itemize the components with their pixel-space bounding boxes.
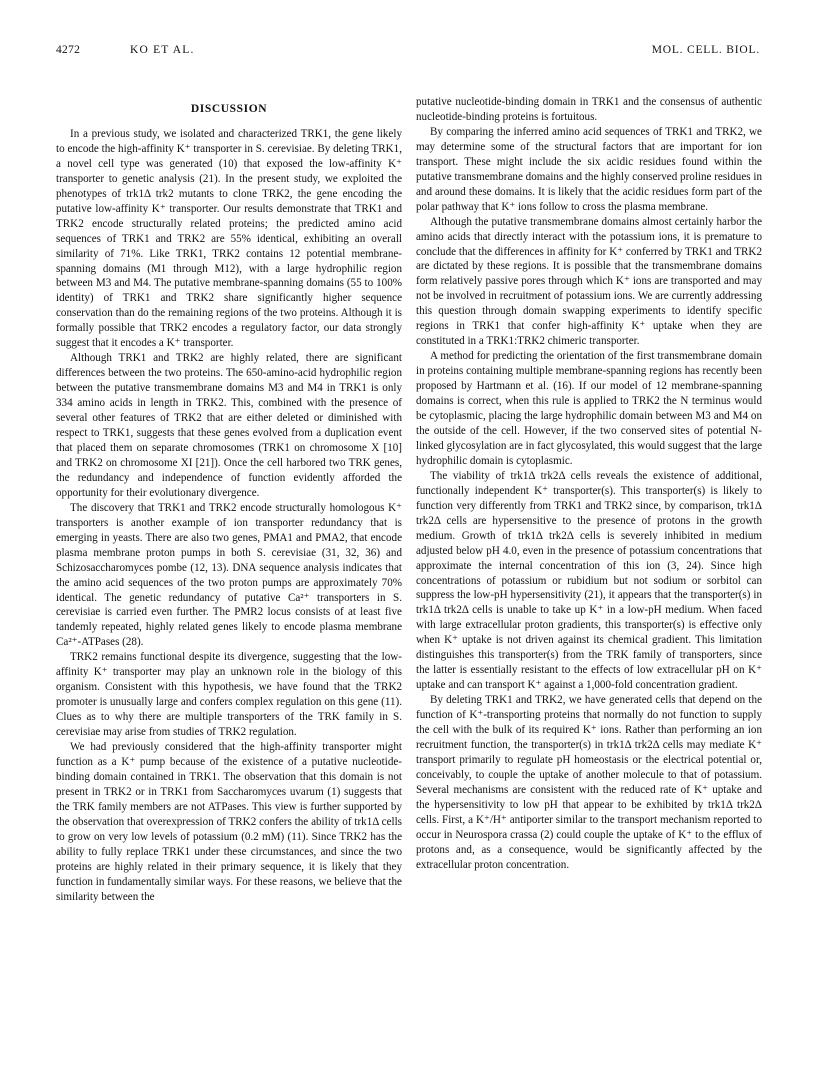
paragraph: We had previously considered that the high-affinity transporter might function as a K⁺ pump because of the existence of a putative nucleotide-binding domain contained in TRK1. The observation that this domain is not present in TRK2 or in TRK1 from Saccharomyces uvarum (1) suggests that the TRK family members are not ATPases. This view is further supported by the observation that overexpression of TRK2 confers the ability of trk1Δ cells to grow on very low levels of potassium (0.2 mM) (11). Since TRK2 has the ability to fully replace TRK1 under these circumstances, and since the two proteins are highly related in their primary sequence, it is likely that they function in fundamentally similar ways. For these reasons, we believe that the similarity between the [56, 741, 402, 903]
paragraph: Although TRK1 and TRK2 are highly related, there are significant differences between the two proteins. The 650-amino-acid hydrophilic region between the putative transmembrane domains M3 and M4 in TRK1 is only 334 amino acids in length in TRK2. This, combined with the presence of several other features of TRK2 that are either deleted or diminished with respect to TRK1, suggests that these genes evolved from a duplication event that placed them on separate chromosomes (TRK1 on chromosome X [10] and TRK2 on chromosome XI [21]). Once the cell harbored two TRK genes, the redundancy and independence of function evidently afforded the opportunity for their evolutionary divergence. [56, 352, 402, 499]
paragraph: Although the putative transmembrane domains almost certainly harbor the amino acids that directly interact with the potassium ions, it is premature to conclude that the differences in affinity for K⁺ conferred by TRK1 and TRK2 are dictated by these regions. It is possible that the transmembrane domains form relatively passive pores through which K⁺ ions are transported and may not be involved in recruitment of potassium ions. We are currently addressing this question through domain swapping experiments to identify specific regions in TRK1 that confer high-affinity K⁺ uptake when they are constituted in a TRK1:TRK2 chimeric transporter. [416, 215, 762, 348]
paragraph: A method for predicting the orientation of the first transmembrane domain in proteins containing multiple membrane-spanning regions has recently been proposed by Hartmann et al. (16). If our model of 12 membrane-spanning domains is correct, when this rule is applied to TRK2 the N terminus would be cytoplasmic, placing the large hydrophilic domain between M3 and M4 on the outside of the cell. However, if the two conserved sites of potential N-linked glycosylation are in fact glycosylated, this would suggest that the large hydrophilic domain is cytoplasmic. [416, 350, 762, 467]
section-title: DISCUSSION [190, 103, 268, 115]
paragraph: The discovery that TRK1 and TRK2 encode structurally homologous K⁺ transporters is another example of ion transporter redundancy that is emerging in yeasts. There are also two genes, PMA1 and PMA2, that encode plasma membrane proton pumps in both S. cerevisiae (31, 32, 36) and Schizosaccharomyces pombe (12, 13). DNA sequence analysis indicates that the amino acid sequences of the two proton pumps are approximately 70% identical. The genetic redundancy of putative Ca²⁺ transporters in S. cerevisiae is carried even further. The PMR2 locus consists of at least five tandemly repeated, highly related genes likely to encode plasma membrane Ca²⁺-ATPases (28). [56, 501, 402, 649]
running-authors: KO ET AL. [130, 44, 195, 56]
right-column [416, 95, 762, 873]
journal-name: MOL. CELL. BIOL. [651, 44, 760, 56]
paragraph: The viability of trk1Δ trk2Δ cells reveals the existence of additional, functionally independent K⁺ transporter(s). This transporter(s) is likely to function very differently from TRK1 and TRK2 since, by comparison, trk1Δ trk2Δ cells are hypersensitive to the presence of protons in the growth medium. Growth of trk1Δ trk2Δ cells is severely inhibited in medium adjusted below pH 4.0, even in the presence of potassium concentrations that approximate the internal concentration of this ion (3, 24). Since high concentrations of potassium or rubidium but not sodium or sorbitol can suppress the low-pH hypersensitivity (21), it appears that the transporter(s) in trk1Δ trk2Δ cells is unable to take up K⁺ in a low-pH medium. When faced with large extracellular proton gradients, this transporter(s) is effective only when K⁺ uptake is not driven against its chemical gradient. This limitation distinguishes this transporter(s) from the TRK family of transporters, since the latter is essentially resistant to the effects of low extracellular pH on K⁺ uptake and can transport K⁺ against a 1,000-fold concentration gradient. [416, 469, 762, 692]
paragraph: putative nucleotide-binding domain in TRK1 and the consensus of authentic nucleotide-binding proteins is fortuitous. [416, 96, 762, 123]
left-column [56, 102, 402, 905]
paragraph: TRK2 remains functional despite its divergence, suggesting that the low-affinity K⁺ transporter may play an unknown role in the biology of this organism. Consistent with this hypothesis, we have found that the TRK2 promoter is unusually large and confers complex regulation on this gene (11). Clues as to why there are multiple transporters of the TRK family in S. cerevisiae may arise from studies of TRK2 regulation. [56, 651, 402, 739]
page-number: 4272 [56, 44, 81, 56]
paragraph: By deleting TRK1 and TRK2, we have generated cells that depend on the function of K⁺-transporting proteins that normally do not function to supply the cell with the bulk of its required K⁺ ions. Rather than performing an ion recruitment function, the transporter(s) in trk1Δ trk2Δ cells may mediate K⁺ transport primarily to regulate pH homeostasis or the electrical potential or, conceivably, to couple the uptake of another molecule to that of potassium. Several mechanisms are consistent with the reduced rate of K⁺ uptake and the hypersensitivity to low pH that appear to be exhibited by trk1Δ trk2Δ cells. First, a K⁺/H⁺ antiporter similar to the transport mechanism reported to occur in Neurospora crassa (2) could couple the uptake of K⁺ to the efflux of protons and, as a consequence, would be significantly affected by the extracellular proton concentration. [416, 694, 762, 871]
paragraph: In a previous study, we isolated and characterized TRK1, the gene likely to encode the high-affinity K⁺ transporter in S. cerevisiae. By deleting TRK1, a novel cell type was generated (10) that exposed the low-affinity K⁺ transporter to genetic analysis (21). In the present study, we exploited the phenotypes of trk1Δ trk2 mutants to clone TRK2, the gene encoding the putative low-affinity K⁺ transporter. Our results demonstrate that TRK1 and TRK2 encode structurally related proteins; the predicted amino acid sequences of TRK1 and TRK2 are 55% identical, exhibiting an overall similarity of 71%. Like TRK1, TRK2 contains 12 potential membrane-spanning domains (M1 through M12), with a large hydrophilic region between M3 and M4. The putative membrane-spanning domains (55 to 100% identity) of TRK1 and TRK2 share significantly higher sequence conservation than do the remaining regions of the two proteins. Although it is formally possible that TRK2 encodes a regulatory factor, our data strongly suggest that it encodes a K⁺ transporter. [56, 127, 402, 350]
running-header [56, 44, 760, 64]
paragraph: By comparing the inferred amino acid sequences of TRK1 and TRK2, we may determine some of the structural factors that are important for ion transport. These might include the six acidic residues found within the putative transmembrane domains and the highly conserved proline residues in and around these domains. It is likely that the acidic residues form part of the polar pathway that K⁺ ions follow to cross the plasma membrane. [416, 125, 762, 213]
